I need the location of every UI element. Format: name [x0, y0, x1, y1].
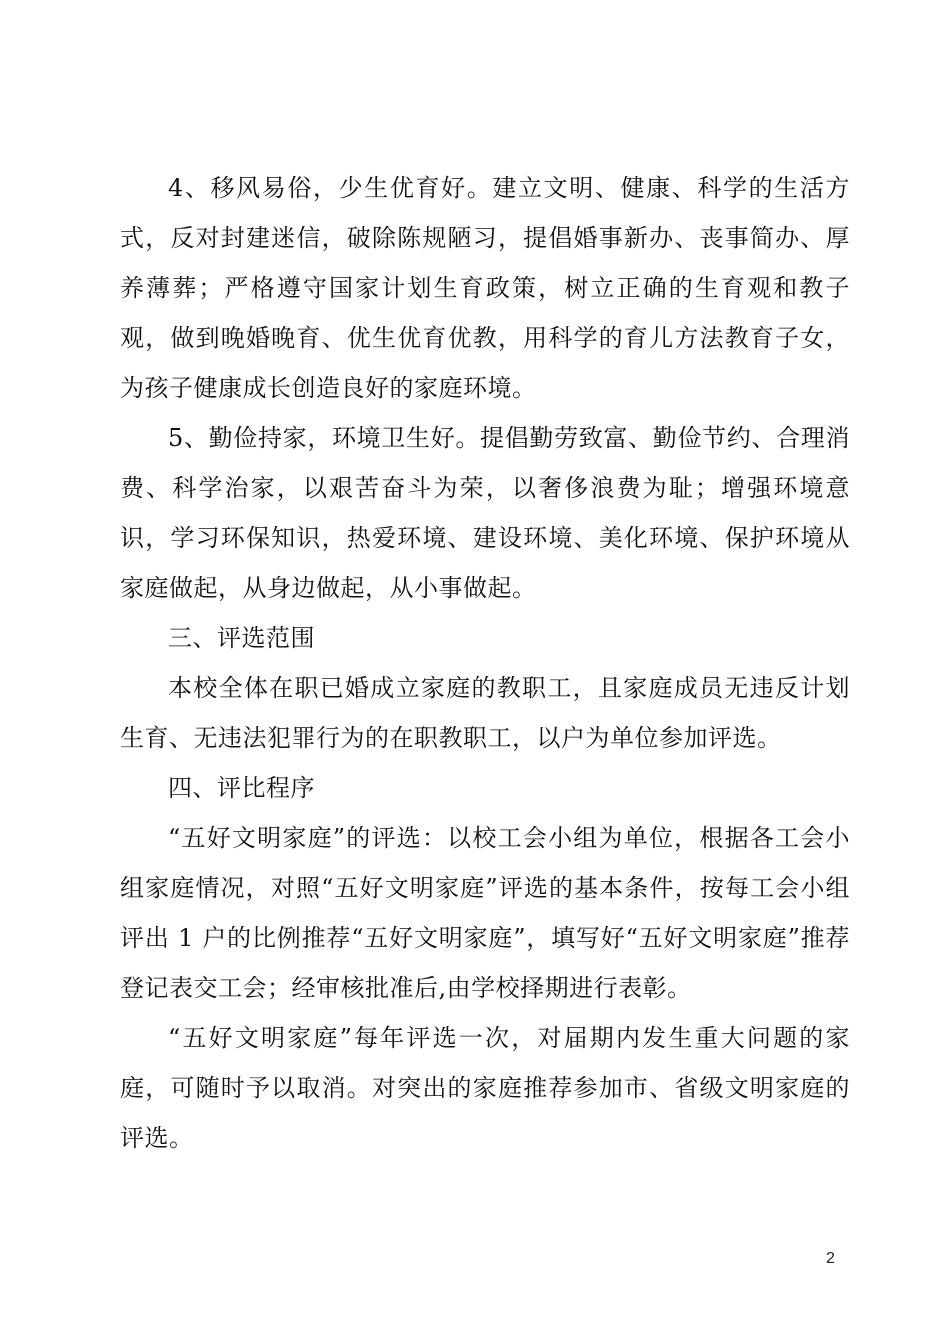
section-heading-scope: 三、评选范围 [168, 624, 315, 652]
document-body [120, 163, 850, 1163]
paragraph-item-5: 5、勤俭持家，环境卫生好。提倡勤劳致富、勤俭节约、合理消费、科学治家，以艰苦奋斗为荣，以奢侈浪费为耻；增强环境意识，学习环保知识，热爱环境、建设环境、美化环境、保护环境从家庭做起，从身边做起，从小事做起。 [120, 424, 850, 602]
paragraph-annual-selection: “五好文明家庭”每年评选一次，对届期内发生重大问题的家庭，可随时予以取消。对突出的家庭推荐参加市、省级文明家庭的评选。 [120, 1024, 850, 1152]
paragraph-item-4: 4、移风易俗，少生优育好。建立文明、健康、科学的生活方式，反对封建迷信，破除陈规陋习，提倡婚事新办、丧事简办、厚养薄葬；严格遵守国家计划生育政策，树立正确的生育观和教子观，做到晚婚晚育、优生优育优教，用科学的育儿方法教育子女，为孩子健康成长创造良好的家庭环境。 [120, 174, 850, 402]
section-heading-procedure: 四、评比程序 [168, 774, 315, 802]
paragraph-scope: 本校全体在职已婚成立家庭的教职工，且家庭成员无违反计划生育、无违法犯罪行为的在职教职工，以户为单位参加评选。 [120, 674, 850, 752]
paragraph-procedure: “五好文明家庭”的评选：以校工会小组为单位，根据各工会小组家庭情况，对照“五好文明家庭”评选的基本条件，按每工会小组评出 1 户的比例推荐“五好文明家庭”，填写好“五好文明家庭”推荐登记表交工会；经审核批准后,由学校择期进行表彰。 [120, 824, 850, 1002]
page-number: 2 [826, 1250, 835, 1267]
